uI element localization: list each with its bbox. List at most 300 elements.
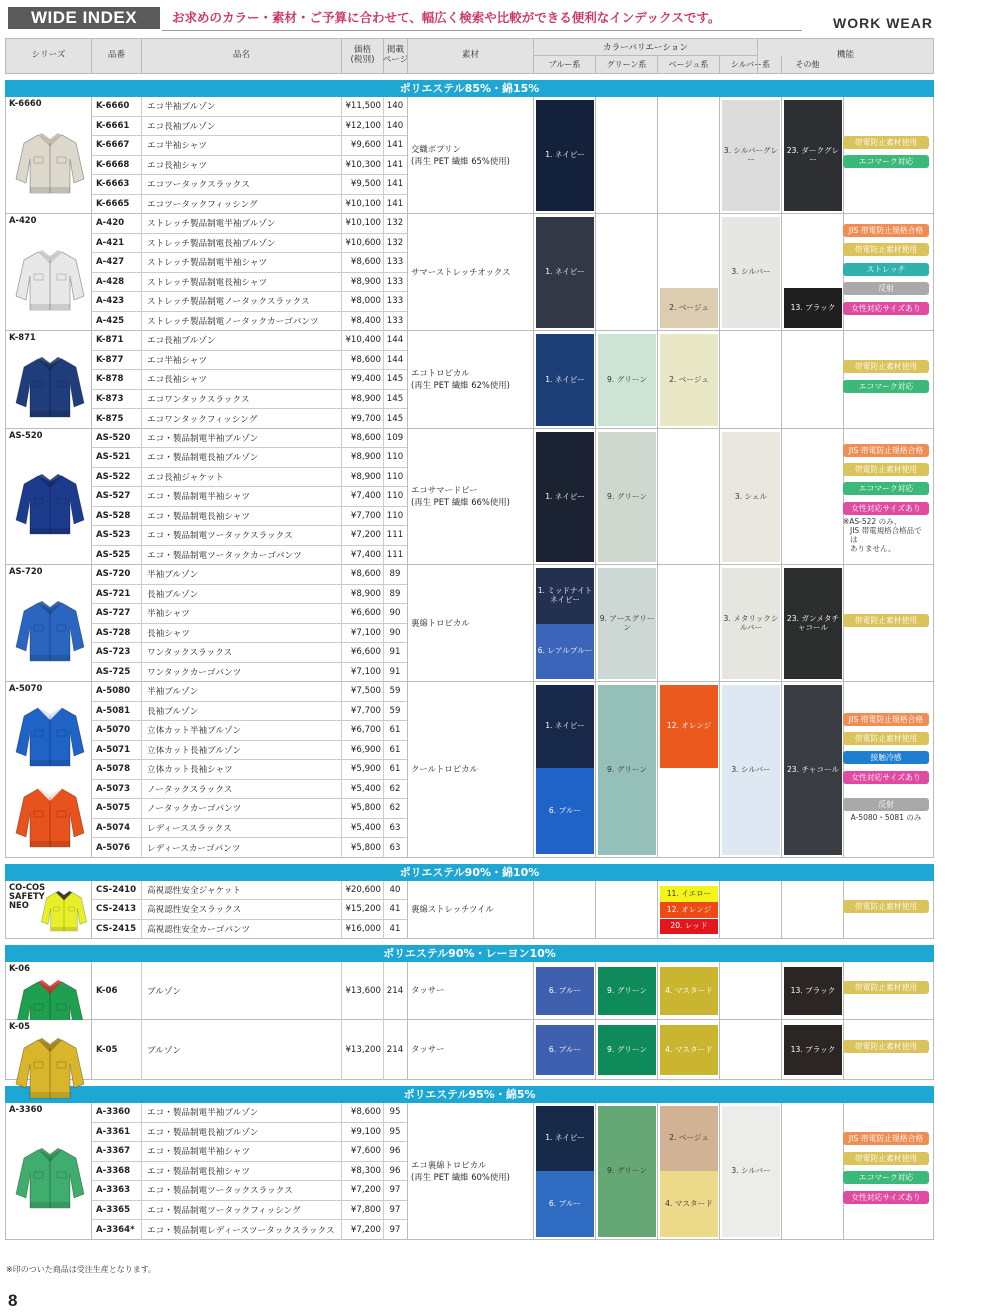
product-code: AS-720 — [96, 569, 131, 580]
cell-divider — [141, 526, 142, 545]
cell-divider — [141, 195, 142, 215]
swatch-label: 1. ネイビー — [545, 721, 585, 731]
cell-divider — [141, 390, 142, 409]
note-line: ※AS-522 のみ、 — [843, 516, 902, 526]
product-price: ¥5,400 — [350, 822, 381, 833]
table-row — [91, 331, 407, 351]
product-code: AS-527 — [96, 491, 131, 502]
table-row — [91, 468, 407, 488]
cell-divider — [341, 214, 342, 233]
product-name: 立体カット長袖ブルゾン — [147, 745, 242, 756]
function-tags — [843, 1132, 929, 1210]
product-page: 214 — [386, 1045, 404, 1055]
color-swatch — [598, 1106, 656, 1237]
product-name: エコ・製品制電ツータックスラックス — [147, 531, 293, 542]
swatch-label: 1. ネイビー — [545, 374, 585, 384]
grid-line — [657, 429, 658, 565]
swatch-label: 6. ブルー — [548, 985, 582, 995]
product-code: A-428 — [96, 276, 125, 287]
product-name: 長袖ブルゾン — [147, 589, 199, 600]
product-price: ¥10,100 — [345, 199, 381, 210]
product-name: エコツータックスラックス — [147, 180, 250, 191]
product-page: 140 — [386, 101, 404, 112]
cell-divider — [341, 156, 342, 175]
product-page: 41 — [389, 924, 401, 935]
color-group-header: グリーン系 — [595, 56, 657, 73]
product-price: ¥7,400 — [350, 491, 381, 502]
cell-divider — [141, 97, 142, 116]
color-swatch — [660, 1025, 718, 1076]
grid-line — [657, 214, 658, 330]
product-name: エコ・製品制電長袖ブルゾン — [147, 1127, 259, 1138]
color-group-header: シルバー系 — [719, 56, 781, 73]
series-name: AS-720 — [9, 566, 43, 576]
cell-divider — [383, 780, 384, 799]
product-name: ストレッチ製品制電長袖シャツ — [147, 277, 268, 288]
grid-line — [595, 1103, 596, 1239]
table-row — [91, 624, 407, 644]
color-swatch — [536, 432, 594, 563]
cell-divider — [383, 1162, 384, 1181]
cell-divider — [141, 721, 142, 740]
grid-line — [595, 429, 596, 565]
cell-divider — [341, 292, 342, 311]
table-row — [91, 370, 407, 390]
cell-divider — [383, 487, 384, 506]
product-page: 144 — [386, 354, 404, 365]
product-page: 133 — [386, 257, 404, 268]
table-row — [91, 760, 407, 780]
cell-divider — [341, 585, 342, 604]
swatch-label: 3. メタリックシルバー — [723, 614, 779, 632]
function-tag: 反射 — [843, 798, 929, 811]
product-name: ブルゾン — [147, 987, 182, 997]
color-swatch — [784, 288, 842, 328]
function-tags — [843, 360, 929, 399]
cell-divider — [383, 156, 384, 175]
color-swatch — [660, 685, 718, 768]
function-tag: エコマーク対応 — [843, 380, 929, 393]
product-price: ¥7,200 — [350, 1224, 381, 1235]
product-code: A-5081 — [96, 705, 131, 716]
product-name: 半袖シャツ — [147, 609, 190, 620]
footnote: ※印のついた商品は受注生産となります。 — [6, 1265, 157, 1274]
material-description — [407, 1103, 531, 1239]
product-code: K-6668 — [96, 159, 130, 170]
color-swatch — [536, 568, 594, 624]
table-row — [91, 585, 407, 605]
cell-divider — [141, 175, 142, 194]
page-number: 8 — [8, 1291, 18, 1310]
cell-divider — [383, 195, 384, 215]
product-name: ノータックカーゴパンツ — [147, 804, 242, 815]
cell-divider — [341, 838, 342, 858]
product-page: 141 — [386, 140, 404, 151]
swatch-label: 13. ブラック — [790, 1044, 836, 1054]
product-price: ¥5,800 — [350, 842, 381, 853]
product-price: ¥6,700 — [350, 725, 381, 736]
cell-divider — [383, 117, 384, 136]
material-line: クールトロピカル — [411, 764, 478, 775]
product-code: K-05 — [96, 1045, 118, 1055]
function-tags — [843, 224, 929, 321]
table-row — [91, 1162, 407, 1182]
color-swatch — [784, 1025, 842, 1076]
product-code: AS-727 — [96, 608, 131, 619]
product-code: A-420 — [96, 218, 125, 229]
note-line: JIS 帯電規格合格品では — [850, 525, 922, 544]
cell-divider — [141, 1020, 142, 1080]
series-block — [5, 214, 934, 331]
function-tags — [843, 1040, 929, 1059]
cell-divider — [383, 920, 384, 940]
material-line: 裏綿ストレッチツイル — [411, 904, 494, 915]
cell-divider — [383, 962, 384, 1020]
grid-line — [595, 565, 596, 681]
table-row — [91, 429, 407, 449]
product-code: AS-522 — [96, 471, 131, 482]
product-code: A-5075 — [96, 803, 131, 814]
grid-line — [719, 429, 720, 565]
product-price: ¥20,600 — [345, 884, 381, 895]
color-swatch — [536, 1025, 594, 1076]
color-swatch — [536, 685, 594, 768]
series-name: K-871 — [9, 332, 36, 342]
function-tag: 帯電防止素材使用 — [843, 981, 929, 994]
cell-divider — [383, 721, 384, 740]
product-page: 63 — [389, 842, 401, 853]
function-tag: 帯電防止素材使用 — [843, 1040, 929, 1053]
material-lines — [411, 266, 511, 278]
grid-line — [781, 1020, 782, 1079]
cell-divider — [141, 1220, 142, 1240]
grid-line — [657, 962, 658, 1019]
col-price: 価格 (税別) — [341, 39, 383, 73]
product-code: AS-723 — [96, 647, 131, 658]
product-name: エコ・製品制電長袖シャツ — [147, 1166, 250, 1177]
table-row — [91, 526, 407, 546]
series-block — [5, 97, 934, 214]
table-row — [91, 663, 407, 683]
swatch-label: 9. グリーン — [607, 985, 647, 995]
color-swatch — [536, 967, 594, 1016]
swatch-label: 2. ベージュ — [669, 374, 709, 384]
cell-divider — [141, 468, 142, 487]
product-name: ストレッチ製品制電ノータックカーゴパンツ — [147, 317, 319, 328]
grid-line — [719, 565, 720, 681]
color-swatch — [784, 967, 842, 1016]
color-swatch — [784, 568, 842, 679]
function-tag: ストレッチ — [843, 263, 929, 276]
cell-divider — [383, 682, 384, 701]
product-price: ¥8,600 — [350, 354, 381, 365]
grid-line — [719, 682, 720, 857]
table-row — [91, 962, 407, 1020]
cell-divider — [383, 881, 384, 900]
grid-line — [595, 682, 596, 857]
color-swatch — [660, 288, 718, 328]
product-code: K-877 — [96, 354, 124, 365]
grid-line — [781, 97, 782, 213]
cell-divider — [383, 136, 384, 155]
product-page: 110 — [386, 452, 404, 463]
cell-divider — [341, 799, 342, 818]
cell-divider — [341, 97, 342, 116]
product-name: 高視認性安全スラックス — [147, 905, 242, 916]
product-price: ¥8,900 — [350, 393, 381, 404]
color-swatch — [536, 624, 594, 680]
cell-divider — [341, 1162, 342, 1181]
product-code: AS-520 — [96, 432, 131, 443]
function-tag: 女性対応サイズあり — [843, 302, 929, 315]
product-code: AS-528 — [96, 510, 131, 521]
material-lines — [411, 1159, 510, 1183]
cell-divider — [383, 331, 384, 350]
product-name: 半袖ブルゾン — [147, 570, 199, 581]
product-name: エコ・製品制電ツータックカーゴパンツ — [147, 551, 302, 562]
function-tag: 帯電防止素材使用 — [843, 1152, 929, 1165]
series-block — [5, 565, 934, 682]
product-name: エコ長袖シャツ — [147, 375, 207, 386]
product-price: ¥15,200 — [345, 904, 381, 915]
product-name: エコ半袖シャツ — [147, 355, 207, 366]
cell-divider — [341, 1020, 342, 1080]
product-page: 97 — [389, 1185, 401, 1196]
cell-divider — [141, 156, 142, 175]
product-name: エコ長袖ジャケット — [147, 472, 224, 483]
cell-divider — [341, 1142, 342, 1161]
cell-divider — [383, 214, 384, 233]
product-code: A-3361 — [96, 1126, 131, 1137]
function-tags — [843, 614, 929, 633]
function-tags — [843, 713, 929, 822]
product-code: K-6661 — [96, 120, 130, 131]
swatch-label: 13. ブラック — [790, 302, 836, 312]
grid-line — [657, 331, 658, 428]
product-price: ¥9,500 — [350, 179, 381, 190]
product-price: ¥9,400 — [350, 374, 381, 385]
material-band: ポリエステル95%・綿5% — [5, 1086, 934, 1103]
cell-divider — [383, 900, 384, 919]
function-tags — [843, 136, 929, 175]
product-price: ¥8,600 — [350, 257, 381, 268]
cell-divider — [383, 624, 384, 643]
jacket-thumbnail — [14, 597, 86, 665]
table-row — [91, 1020, 407, 1080]
product-price: ¥7,500 — [350, 686, 381, 697]
col-name: 品名 — [141, 39, 341, 73]
color-group-header: ブルー系 — [533, 56, 595, 73]
cell-divider — [341, 900, 342, 919]
product-name: レディーススラックス — [147, 823, 232, 834]
col-page: 掲載 ページ — [383, 39, 407, 73]
color-swatch — [784, 685, 842, 855]
swatch-label: 9. グリーン — [607, 491, 647, 501]
series-name: K-6660 — [9, 98, 42, 108]
cell-divider — [341, 604, 342, 623]
cell-divider — [141, 448, 142, 467]
series-block — [5, 331, 934, 429]
swatch-label: 4. マスタード — [665, 1198, 713, 1208]
product-price: ¥8,900 — [350, 588, 381, 599]
cell-divider — [341, 780, 342, 799]
cell-divider — [141, 234, 142, 253]
product-price: ¥8,300 — [350, 1165, 381, 1176]
product-page: 132 — [386, 218, 404, 229]
header-rule — [162, 30, 802, 31]
cell-divider — [141, 881, 142, 900]
product-name: 高視認性安全カーゴパンツ — [147, 925, 251, 936]
grid-line — [533, 214, 534, 330]
cell-divider — [141, 962, 142, 1020]
cell-divider — [141, 1103, 142, 1122]
product-code: K-06 — [96, 986, 118, 996]
series-block — [5, 1020, 934, 1080]
material-lines — [411, 143, 510, 167]
color-swatch — [536, 1171, 594, 1236]
product-name: エコ長袖ブルゾン — [147, 121, 216, 132]
cell-divider — [383, 370, 384, 389]
function-tag: 帯電防止素材使用 — [843, 900, 929, 913]
product-name: エコ・製品制電半袖ブルゾン — [147, 433, 259, 444]
col-material: 素材 — [407, 39, 533, 73]
product-name: エコ半袖シャツ — [147, 141, 207, 152]
product-price: ¥7,800 — [350, 1204, 381, 1215]
material-description — [407, 97, 531, 213]
cell-divider — [141, 900, 142, 919]
series-name: A-5070 — [9, 683, 43, 693]
product-name: 長袖ブルゾン — [147, 706, 199, 717]
product-price: ¥8,400 — [350, 316, 381, 327]
cell-divider — [341, 1103, 342, 1122]
col-series: シリーズ — [31, 50, 66, 61]
product-code: A-3365 — [96, 1204, 131, 1215]
color-group-header: その他 — [781, 56, 833, 73]
product-page: 111 — [386, 550, 404, 561]
product-price: ¥10,300 — [345, 159, 381, 170]
jacket-thumbnail — [14, 353, 86, 421]
cell-divider — [383, 507, 384, 526]
swatch-label: 23. チャコール — [786, 764, 840, 774]
product-page: 95 — [389, 1126, 401, 1137]
category-title: WORK WEAR — [833, 15, 933, 31]
cell-divider — [341, 702, 342, 721]
series-name: K-06 — [9, 963, 30, 973]
swatch-label: 9. アースグリーン — [599, 614, 655, 632]
swatch-label: 3. シルバー — [731, 267, 771, 277]
product-name: エコ半袖ブルゾン — [147, 102, 216, 113]
material-line: (再生 PET 繊維 65%使用) — [411, 156, 510, 166]
cell-divider — [383, 526, 384, 545]
product-page: 110 — [386, 510, 404, 521]
table-row — [91, 702, 407, 722]
grid-line — [533, 962, 534, 1019]
cell-divider — [383, 663, 384, 683]
product-page: 144 — [386, 335, 404, 346]
cell-divider — [341, 663, 342, 683]
cell-divider — [341, 565, 342, 584]
product-page: 62 — [389, 783, 401, 794]
table-row — [91, 1181, 407, 1201]
product-name: ノータックスラックス — [147, 784, 233, 795]
table-row — [91, 546, 407, 566]
cell-divider — [141, 1162, 142, 1181]
grid-line — [595, 97, 596, 213]
grid-line — [533, 682, 534, 857]
cell-divider — [141, 643, 142, 662]
product-price: ¥8,600 — [350, 432, 381, 443]
product-price: ¥13,600 — [345, 986, 381, 996]
material-description — [407, 331, 531, 428]
table-row — [91, 741, 407, 761]
color-swatch — [536, 334, 594, 426]
product-price: ¥12,100 — [345, 120, 381, 131]
product-code: A-5070 — [96, 725, 131, 736]
swatch-label: 1. ネイビー — [545, 267, 585, 277]
function-tag: 帯電防止素材使用 — [843, 243, 929, 256]
product-name: ストレッチ製品制電半袖ブルゾン — [147, 219, 276, 230]
material-lines — [411, 617, 470, 629]
product-page: 110 — [386, 471, 404, 482]
product-price: ¥7,600 — [350, 1146, 381, 1157]
function-tag: エコマーク対応 — [843, 482, 929, 495]
cell-divider — [141, 741, 142, 760]
cell-divider — [383, 1142, 384, 1161]
grid-line — [533, 429, 534, 565]
material-description — [407, 1020, 531, 1079]
product-page: 62 — [389, 803, 401, 814]
cell-divider — [341, 136, 342, 155]
product-name: エコワンタックフィッシング — [147, 414, 258, 425]
product-code: A-5080 — [96, 686, 131, 697]
material-description — [407, 565, 531, 681]
jacket-image — [14, 353, 86, 421]
color-swatch — [722, 1106, 780, 1237]
swatch-label: 3. シルバーグレー — [723, 146, 779, 164]
table-row — [91, 487, 407, 507]
table-row — [91, 900, 407, 920]
color-group-header: ベージュ系 — [657, 56, 719, 73]
cell-divider — [141, 799, 142, 818]
color-swatch — [660, 1106, 718, 1171]
product-code: AS-523 — [96, 530, 131, 541]
product-code: A-3360 — [96, 1107, 131, 1118]
swatch-label: 6. ブルー — [548, 1198, 582, 1208]
product-code: CS-2413 — [96, 904, 137, 915]
product-page: 133 — [386, 316, 404, 327]
grid-line — [533, 331, 534, 428]
swatch-label: 3. シェル — [734, 491, 768, 501]
table-row — [91, 1201, 407, 1221]
jacket-thumbnail — [14, 246, 86, 314]
cell-divider — [141, 409, 142, 429]
grid-line — [533, 565, 534, 681]
product-price: ¥11,500 — [345, 101, 381, 112]
product-code: K-6667 — [96, 140, 130, 151]
cell-divider — [383, 312, 384, 332]
product-page: 140 — [386, 120, 404, 131]
cell-divider — [341, 1201, 342, 1220]
product-code: AS-525 — [96, 550, 131, 561]
product-page: 61 — [389, 725, 401, 736]
swatch-label: 9. グリーン — [607, 374, 647, 384]
product-price: ¥6,600 — [350, 608, 381, 619]
product-code: A-3367 — [96, 1146, 131, 1157]
product-price: ¥8,900 — [350, 452, 381, 463]
jacket-image — [14, 470, 86, 538]
product-name: エコツータックフィッシング — [147, 200, 258, 211]
swatch-label: 1. ネイビー — [545, 491, 585, 501]
